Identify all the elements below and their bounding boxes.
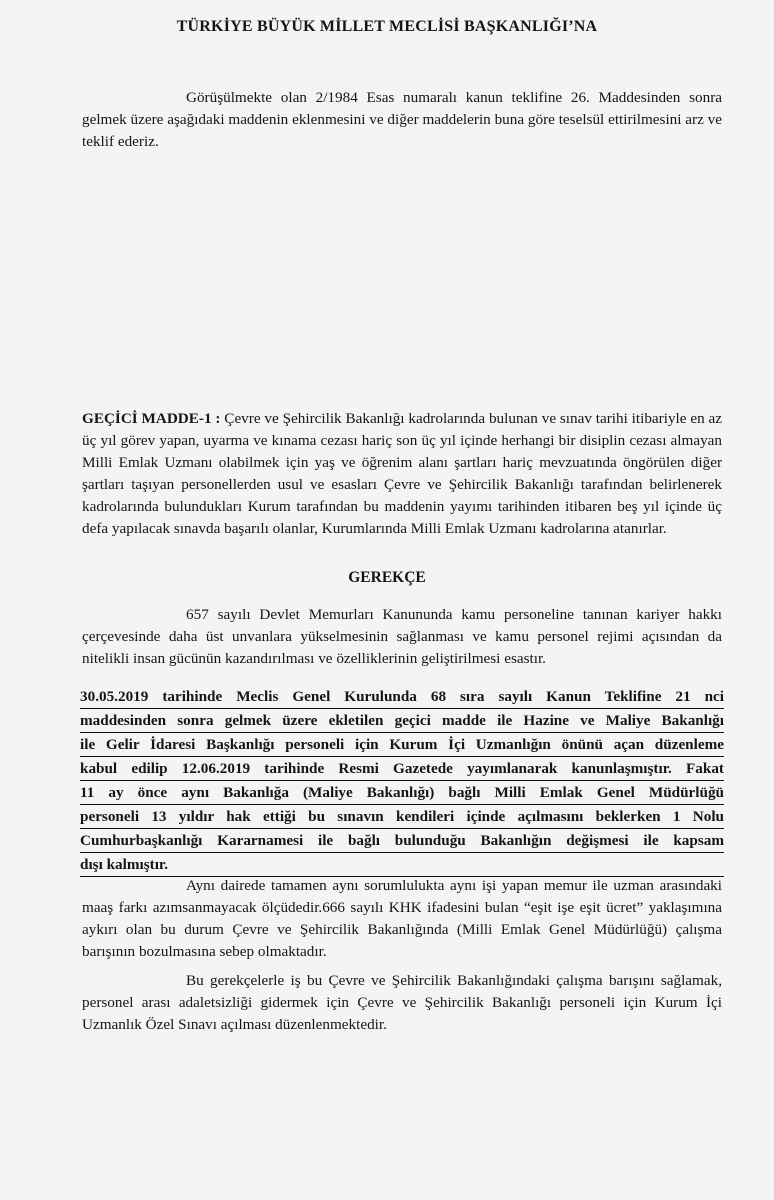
article-paragraph <box>82 408 722 540</box>
highlighted-paragraph <box>80 685 724 877</box>
highlighted-line: dışı kalmıştır. <box>80 853 724 877</box>
highlighted-line: ile Gelir İdaresi Başkanlığı personeli için Kurum İçi Uzmanlığın önünü açan düzenleme <box>80 733 724 757</box>
highlighted-line: Cumhurbaşkanlığı Kararnamesi ile bağlı bulunduğu Bakanlığın değişmesi ile kapsam <box>80 829 724 853</box>
article-label: GEÇİCİ MADDE-1 : <box>82 410 221 427</box>
highlighted-line: kabul edilip 12.06.2019 tarihinde Resmi Gazetede yayımlanarak kanunlaşmıştır. Fakat <box>80 757 724 781</box>
justification-paragraph-1: 657 sayılı Devlet Memurları Kanununda kamu personeline tanınan kariyer hakkı çerçevesinde daha üst unvanlara yükselmesinin sağlanması ve kamu personel rejimi açısından da nitelikli insan gücünün kazandırılması ve özelliklerinin geliştirilmesi esastır. <box>82 606 722 667</box>
justification-heading: GEREKÇE <box>348 569 426 586</box>
justification-paragraph-3: Bu gerekçelerle iş bu Çevre ve Şehircilik Bakanlığındaki çalışma barışını sağlamak, personel arası adaletsizliği gidermek için Çevre ve Şehircilik Bakanlığı personeli için Kurum İçi Uzmanlık Özel Sınavı açılması düzenlenmektedir. <box>82 972 722 1033</box>
intro-paragraph: Görüşülmekte olan 2/1984 Esas numaralı kanun teklifine 26. Maddesinden sonra gelmek üzere aşağıdaki maddenin eklenmesini ve diğer maddelerin buna göre teselsül ettirilmesini arz ve teklif ederiz. <box>82 89 722 150</box>
justification-paragraph-2: Aynı dairede tamamen aynı sorumlulukta aynı işi yapan memur ile uzman arasındaki maaş farkı azımsanmayacak ölçüdedir.666 sayılı KHK ifadesini bulan “eşit işe eşit ücret” yaklaşımına aykırı olan bu durum Çevre ve Şehircilik Bakanlığında (Milli Emlak Genel Müdürlüğü) çalışma barışının bozulmasına sebep olmaktadır. <box>82 877 722 960</box>
highlighted-line: maddesinden sonra gelmek üzere ekletilen geçici madde ile Hazine ve Maliye Bakanlığı <box>80 709 724 733</box>
highlighted-line: 11 ay önce aynı Bakanlığa (Maliye Bakanlığı) bağlı Milli Emlak Genel Müdürlüğü <box>80 781 724 805</box>
highlighted-line: 30.05.2019 tarihinde Meclis Genel Kurulunda 68 sıra sayılı Kanun Teklifine 21 nci <box>80 685 724 709</box>
highlighted-line: personeli 13 yıldır hak ettiği bu sınavın kendileri içinde açılmasını beklerken 1 Nolu <box>80 805 724 829</box>
article-text: Çevre ve Şehircilik Bakanlığı kadrolarında bulunan ve sınav tarihi itibariyle en az üç yıl görev yapan, uyarma ve kınama cezası hariç son üç yıl içinde herhangi bir disiplin cezası almayan Milli Emlak Uzmanı olabilmek için yaş ve öğrenim alanı şartları hariç mevzuatında öngörülen diğer şartları taşıyan personellerden usul ve esasları Çevre ve Şehircilik Bakanlığı tarafından belirlenerek kadrolarında bulundukları Kurum tarafından bu maddenin yayımı tarihinden itibaren beş yıl içinde üç defa yapılacak sınavda başarılı olanlar, Kurumlarında Milli Emlak Uzmanı kadrolarına atanırlar. <box>82 410 723 537</box>
document-title: TÜRKİYE BÜYÜK MİLLET MECLİSİ BAŞKANLIĞI’NA <box>176 18 598 35</box>
